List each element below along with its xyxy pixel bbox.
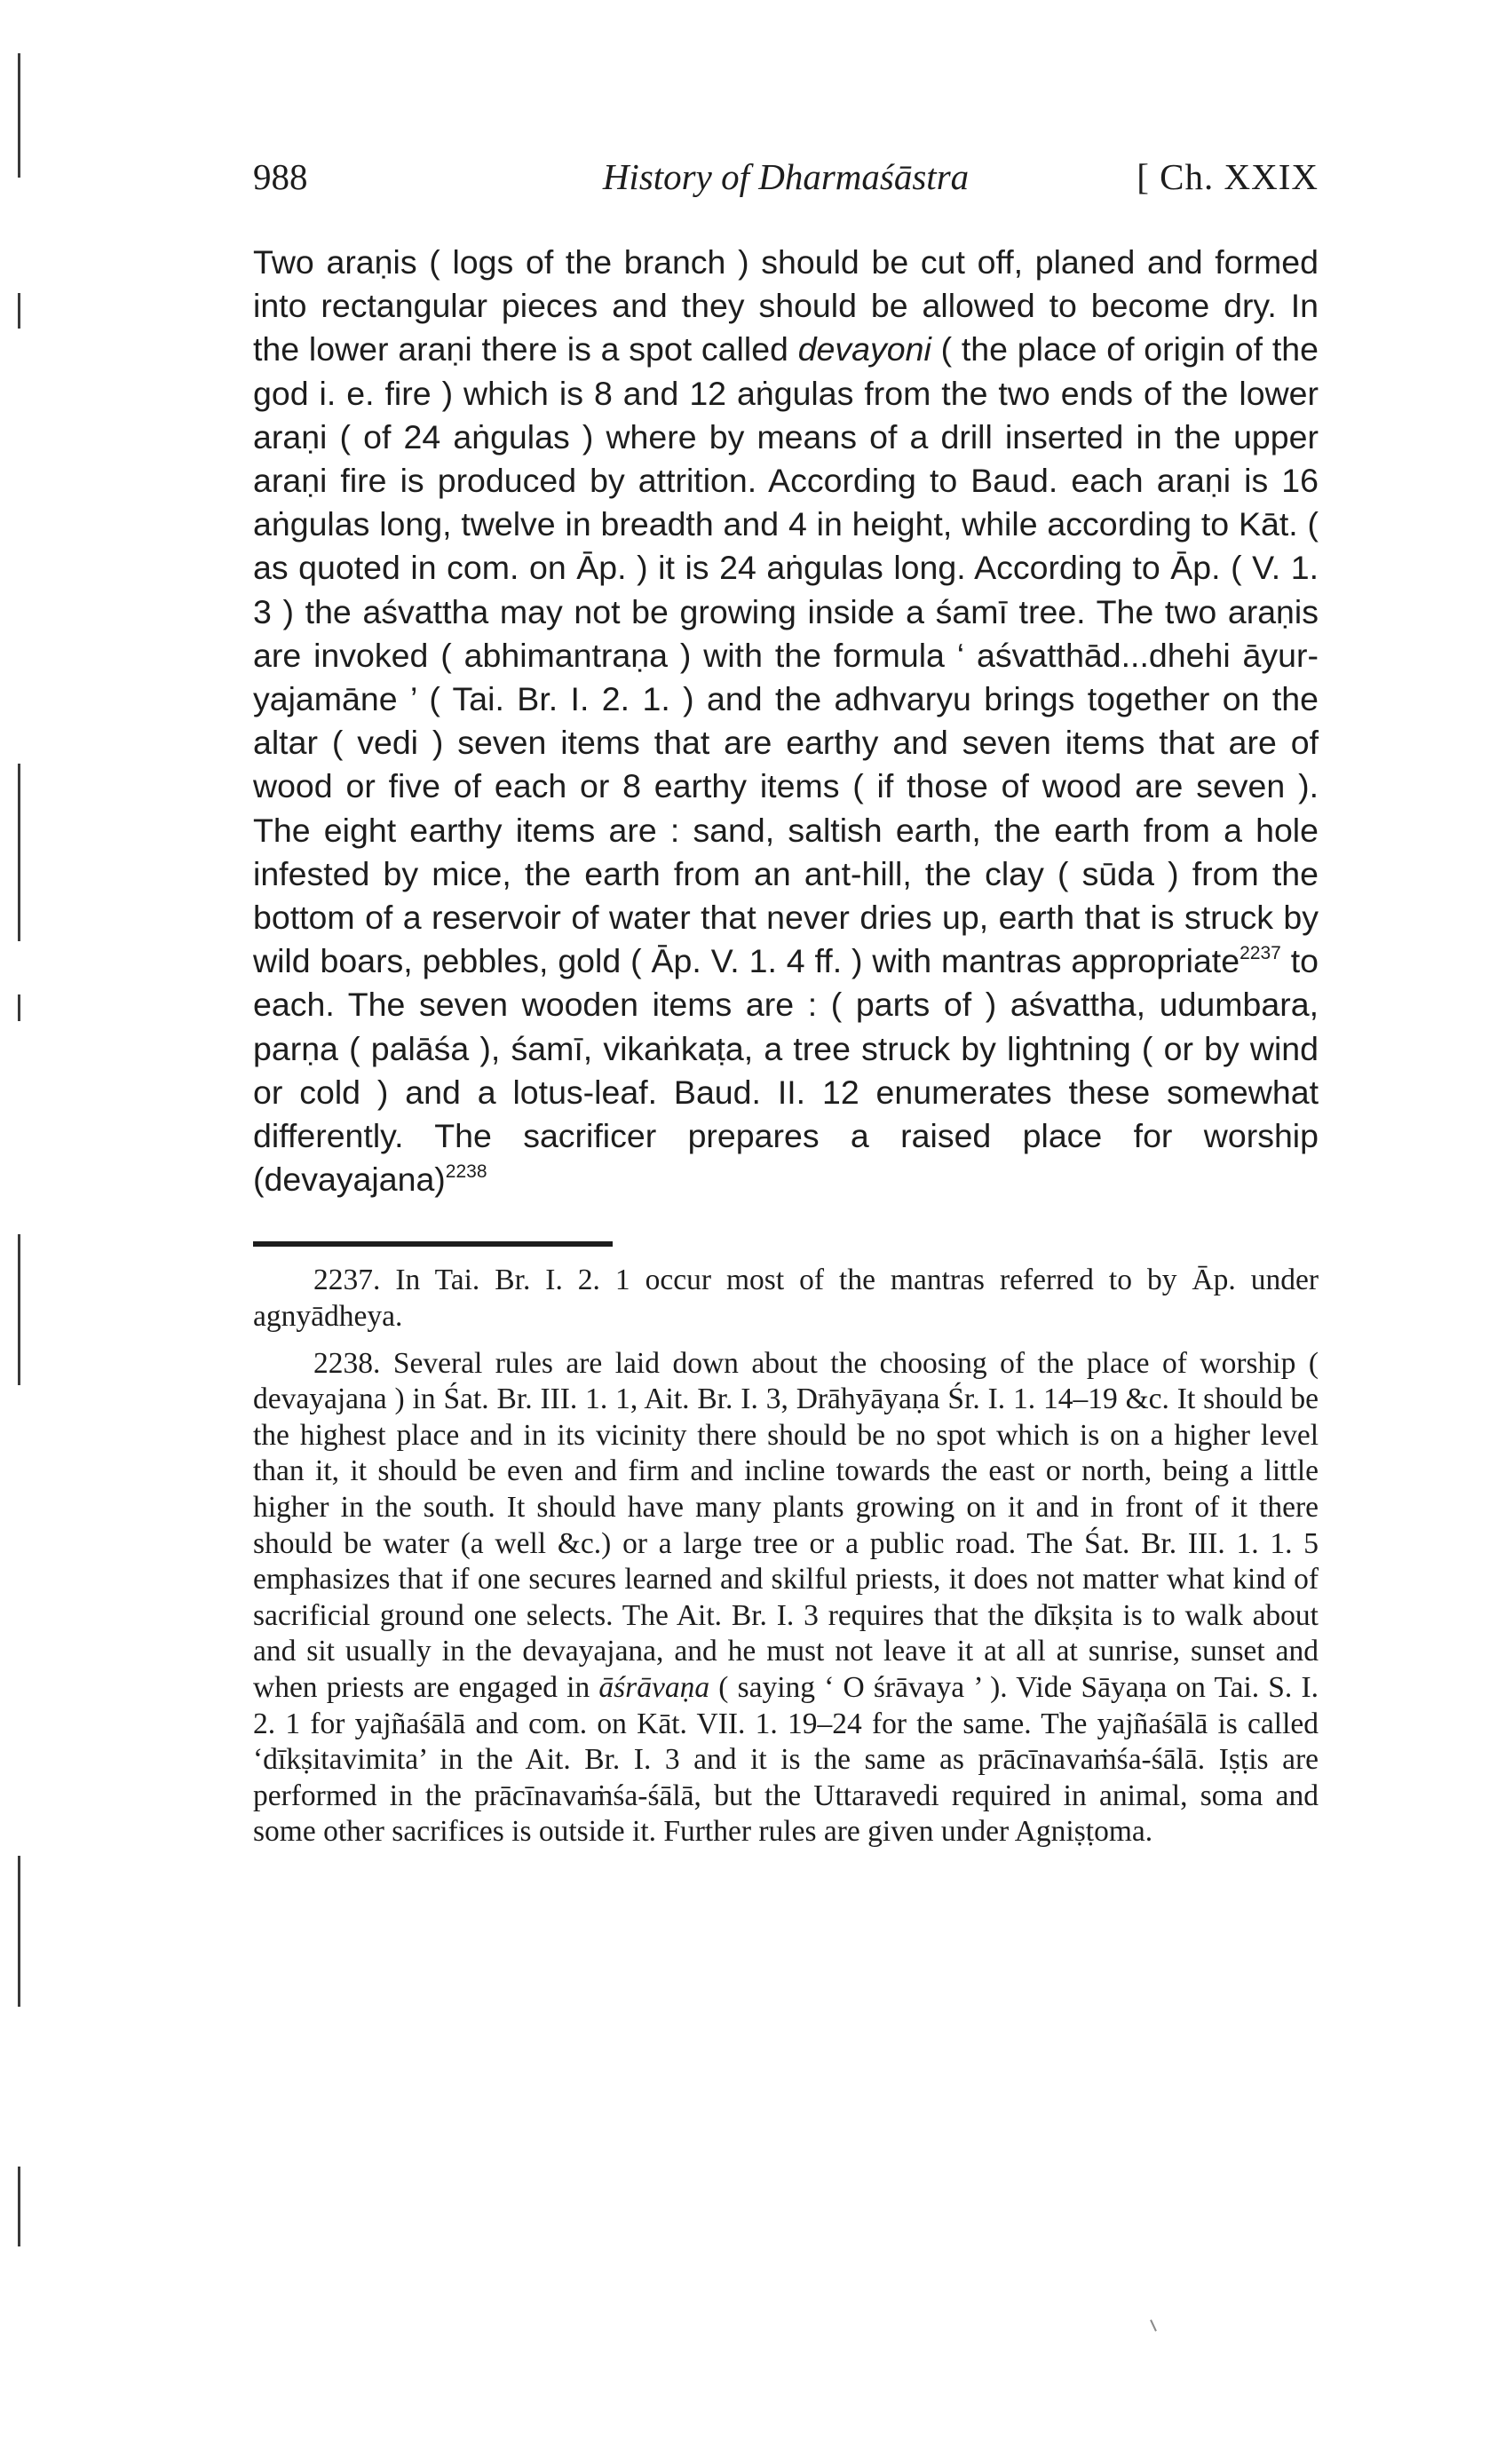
main-paragraph: [253, 241, 1319, 1201]
stray-ink-mark: [1150, 2319, 1157, 2332]
scan-edge-mark: [18, 764, 20, 941]
footnote-number: 2237.: [313, 1264, 381, 1297]
body-text-segment: Two araṇis ( logs of the branch ) should be cut off, planed and formed into rectangular pieces and they should be allowed to become dry. In the lower araṇi there is a spot called: [253, 243, 1319, 368]
book-title: History of Dharmaśāstra: [602, 156, 970, 197]
scan-edge-mark: [18, 53, 20, 178]
scan-edge-mark: [18, 293, 20, 329]
scan-edge-mark: [18, 2167, 20, 2246]
italic-term: devayoni: [797, 330, 931, 368]
footnote-ref: 2238: [445, 1161, 487, 1183]
footnote-ref: 2237: [1240, 943, 1281, 964]
footnote-number: 2238.: [313, 1346, 381, 1380]
book-page: [253, 155, 1319, 1850]
footnote-2237: [253, 1263, 1319, 1335]
body-text-segment: ( the place of origin of the god i. e. fire ) which is 8 and 12 aṅgulas from the two ends of the lower araṇi ( of 24 aṅgulas ) where by means of a drill inserted in the upper araṇi fire is produced by attrition. According to Baud. each araṇi is 16 aṅgulas long, twelve in breadth and 4 in height, while according to Kāt. ( as quoted in com. on Āp. ) it is 24 aṅgulas long. According to Āp. ( V. 1. 3 ) the aśvattha may not be growing inside a śamī tree. The two araṇis are invoked ( abhimantraṇa ) with the formula ‘ aśvatthād...dhehi āyur-yajamāne ’ ( Tai. Br. I. 2. 1. ) and the adhvaryu brings together on the altar ( vedi ) seven items that are earthy and seven items that are of wood or five of each or 8 earthy items ( if those of wood are seven ). The eight earthy items are : sand, saltish earth, the earth from a hole infested by mice, the earth from an ant-hill, the clay ( sūda ) from the bottom of a reservoir of water that never dries up, earth that is struck by wild boars, pebbles, gold ( Āp. V. 1. 4 ff. ) with mantras appropriate: [253, 330, 1319, 980]
footnote-text: In Tai. Br. I. 2. 1 occur most of the mantras referred to by Āp. under agnyādheya.: [253, 1264, 1319, 1334]
page-number: 988: [253, 156, 308, 197]
body-text-segment: to each. The seven wooden items are : ( parts of ) aśvattha, udumbara, parṇa ( palāśa ), śamī, vikaṅkaṭa, a tree struck by lightning ( or by wind or cold ) and a lotus-leaf. Baud. II. 12 enumerates these somewhat differently. The sacrificer prepares a raised place for worship (devayajana): [253, 942, 1319, 1199]
footnote-2238: [253, 1346, 1319, 1850]
scan-edge-mark: [18, 1856, 20, 2007]
footnotes: [253, 1263, 1319, 1850]
footnote-text: ( saying ‘ O śrāvaya ’ ). Vide Sāyaṇa on Tai. S. I. 2. 1 for yajñaśālā and com. on Kāt. VII. 1. 19–24 for the same. The yajñaśālā is called ‘dīkṣitavimita’ in the Ait. Br. I. 3 and it is the same as prācīnavaṁśa-śālā. Iṣṭis are performed in the prācīnavaṁśa-śālā, but the Uttaravedi required in animal, soma and some other sacrifices is outside it. Further rules are given under Agniṣṭoma.: [253, 1671, 1319, 1849]
running-head: [253, 155, 1319, 209]
italic-term: āśrāvaṇa: [598, 1671, 710, 1704]
scan-edge-mark: [18, 1234, 20, 1385]
chapter-label: [ Ch. XXIX: [1137, 156, 1319, 197]
footnote-divider: [253, 1241, 613, 1247]
footnote-text: Several rules are laid down about the choosing of the place of worship ( devayajana ) in Śat. Br. III. 1. 1, Ait. Br. I. 3, Drāhyāyaṇa Śr. I. 1. 14–19 &c. It should be the highest place and in its vicinity there should be no spot which is on a higher level than it, it should be even and firm and incline towards the east or north, being a little higher in the south. It should have many plants growing on it and in front of it there should be water (a well &c.) or a large tree or a public road. The Śat. Br. III. 1. 1. 5 emphasizes that if one secures learned and skilful priests, it does not matter what kind of sacrificial ground one selects. The Ait. Br. I. 3 requires that the dīkṣita is to walk about and sit usually in the devayajana, and he must not leave it at all at sunrise, sunset and when priests are engaged in: [253, 1346, 1319, 1704]
scan-edge-mark: [18, 994, 20, 1021]
